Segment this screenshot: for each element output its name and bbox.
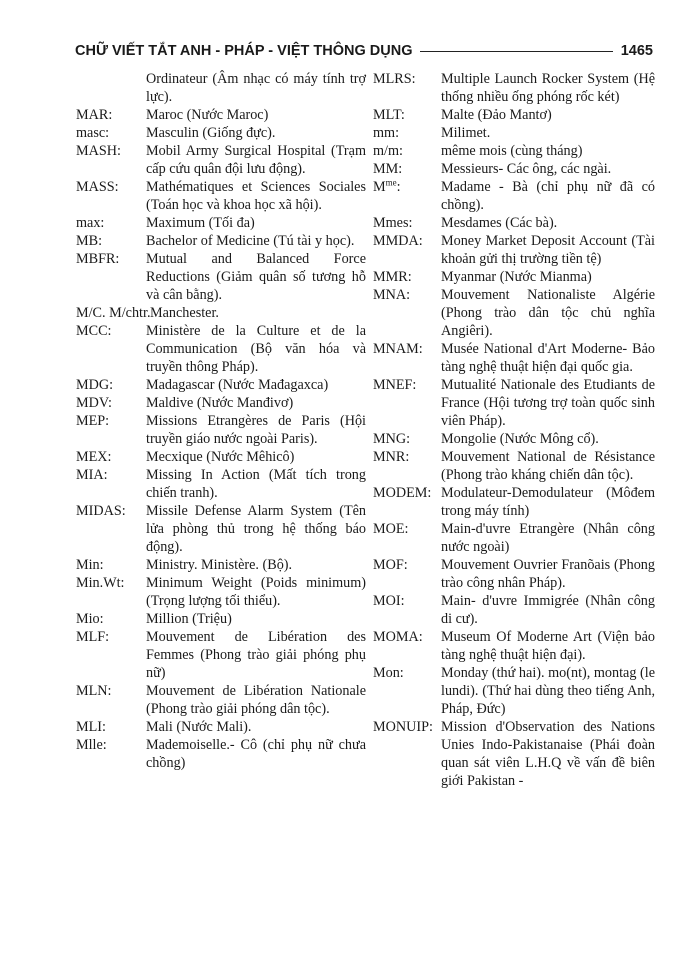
entry-abbreviation	[373, 520, 441, 556]
entry-definition: Million (Triệu)	[146, 611, 232, 627]
entry-definition: Mathématiques et Sciences Sociales (Toán học và khoa học xã hội).	[146, 179, 366, 213]
abbreviation-text: MMR:	[373, 269, 412, 285]
entry-abbreviation	[373, 70, 441, 106]
entry-abbreviation	[373, 106, 441, 124]
abbreviation-text: MNR:	[373, 449, 410, 465]
entry-abbreviation	[373, 430, 441, 448]
dictionary-entry	[373, 214, 655, 232]
entry-abbreviation	[373, 664, 441, 718]
entry-abbreviation	[76, 124, 146, 142]
abbreviation-text: MBFR:	[76, 251, 120, 267]
entry-abbreviation	[373, 484, 441, 520]
entry-definition: Maldive (Nước Manđivơ)	[146, 395, 294, 411]
entry-definition: Madagascar (Nước Mađagaxca)	[146, 377, 329, 393]
dictionary-entry	[373, 268, 655, 286]
dictionary-entry	[373, 448, 655, 484]
entry-abbreviation	[76, 394, 146, 412]
dictionary-entry	[76, 214, 366, 232]
dictionary-entry	[373, 664, 655, 718]
entry-abbreviation	[373, 142, 441, 160]
entry-definition: Mobil Army Surgical Hospital (Trạm cấp cứu quân đội lưu động).	[146, 143, 366, 177]
entry-abbreviation	[76, 718, 146, 736]
dictionary-entry	[76, 556, 366, 574]
abbreviation-text: MEP:	[76, 413, 110, 429]
abbreviation-text: MNA:	[373, 287, 411, 303]
entry-definition: Mouvement Ouvrier Franõais (Phong trào công nhân Pháp).	[441, 557, 655, 591]
abbreviation-suffix: :	[396, 179, 401, 195]
entry-abbreviation	[373, 376, 441, 430]
dictionary-entry	[76, 106, 366, 124]
entry-abbreviation	[373, 448, 441, 484]
abbreviation-text: MAR:	[76, 107, 113, 123]
dictionary-entry	[76, 574, 366, 610]
entry-abbreviation	[373, 628, 441, 664]
entry-abbreviation	[76, 682, 146, 718]
dictionary-entry	[76, 610, 366, 628]
entry-abbreviation	[76, 106, 146, 124]
dictionary-entry	[373, 520, 655, 556]
abbreviation-text: Mlle:	[76, 737, 107, 753]
left-column	[76, 70, 366, 772]
entry-definition: Missions Etrangères de Paris (Hội truyền giáo nước ngoài Paris).	[146, 413, 366, 447]
abbreviation-text: MLN:	[76, 683, 112, 699]
abbreviation-text: Min:	[76, 557, 104, 573]
entry-abbreviation	[373, 232, 441, 268]
dictionary-entry	[373, 232, 655, 268]
abbreviation-text: MNAM:	[373, 341, 423, 357]
entry-definition: Mademoiselle.- Cô (chỉ phụ nữ chưa chồng)	[146, 737, 366, 771]
entry-definition: Messieurs- Các ông, các ngài.	[441, 161, 612, 177]
entry-definition: Missing In Action (Mất tích trong chiến tranh).	[146, 467, 366, 501]
dictionary-entry	[76, 466, 366, 502]
dictionary-entry	[76, 394, 366, 412]
entry-abbreviation	[76, 214, 146, 232]
entry-abbreviation	[76, 736, 146, 772]
entry-definition: Mission d'Observation des Nations Unies Indo-Pakistanaise (Phái đoàn quan sát viên L.H.Q về vấn đề biên giới Pakistan -	[441, 719, 655, 789]
dictionary-entry	[76, 250, 366, 304]
dictionary-entry	[373, 160, 655, 178]
dictionary-entry	[373, 106, 655, 124]
dictionary-entry	[373, 556, 655, 592]
running-header	[75, 40, 653, 62]
abbreviation-text: MDV:	[76, 395, 112, 411]
abbreviation-text: M	[373, 179, 386, 195]
entry-definition: Masculin (Giống đực).	[146, 125, 276, 141]
entry-abbreviation	[76, 70, 146, 106]
entry-abbreviation	[76, 556, 146, 574]
entry-definition: Ministry. Ministère. (Bộ).	[146, 557, 293, 573]
entry-definition: Mouvement de Libération Nationale (Phong trào giải phóng dân tộc).	[146, 683, 366, 717]
dictionary-entry	[373, 484, 655, 520]
entry-definition: Manchester.	[150, 305, 219, 321]
dictionary-entry	[373, 718, 655, 790]
abbreviation-text: MCC:	[76, 323, 112, 339]
entry-abbreviation	[76, 250, 146, 304]
entry-definition: Mutual and Balanced Force Reductions (Giảm quân số tương hỗ và cân bằng).	[146, 251, 366, 303]
entry-definition: même mois (cùng tháng)	[441, 143, 583, 159]
abbreviation-text: mm:	[373, 125, 400, 141]
header-rule	[420, 51, 612, 52]
entry-abbreviation	[76, 322, 146, 376]
entry-definition: Mouvement Nationaliste Algérie (Phong trào dân tộc chủ nghĩa Angiêri).	[441, 287, 655, 339]
entry-definition: Bachelor of Medicine (Tú tài y học).	[146, 233, 355, 249]
entry-definition: Madame - Bà (chỉ phụ nữ đã có chồng).	[441, 179, 655, 213]
dictionary-entry	[76, 412, 366, 448]
dictionary-entry	[76, 70, 366, 106]
entry-abbreviation	[373, 286, 441, 340]
entry-definition: Mouvement National de Résistance (Phong trào kháng chiến dân tộc).	[441, 449, 655, 483]
abbreviation-text: MOI:	[373, 593, 405, 609]
entry-definition: Museum Of Moderne Art (Viện bảo tàng nghệ thuật hiện đại).	[441, 629, 655, 663]
page-number: 1465	[620, 43, 653, 59]
dictionary-entry	[76, 502, 366, 556]
entry-definition: Money Market Deposit Account (Tài khoản gửi thị trường tiền tệ)	[441, 233, 655, 267]
dictionary-entry	[373, 592, 655, 628]
entry-definition: Musée National d'Art Moderne- Bảo tàng nghệ thuật hiện đại quốc gia.	[441, 341, 655, 375]
abbreviation-text: MNG:	[373, 431, 411, 447]
entry-abbreviation	[76, 466, 146, 502]
entry-abbreviation	[373, 592, 441, 628]
entry-definition: Main- d'uvre Immigrée (Nhân công di cư).	[441, 593, 655, 627]
abbreviation-text: MASH:	[76, 143, 121, 159]
abbreviation-text: MOMA:	[373, 629, 423, 645]
entry-abbreviation	[76, 574, 146, 610]
dictionary-entry	[76, 628, 366, 682]
dictionary-entry	[373, 340, 655, 376]
dictionary-entry	[76, 682, 366, 718]
entry-abbreviation	[373, 556, 441, 592]
entry-abbreviation	[76, 412, 146, 448]
abbreviation-text: MODEM:	[373, 485, 432, 501]
entry-definition: Ordinateur (Âm nhạc có máy tính trợ lực).	[146, 71, 366, 105]
abbreviation-text: MOE:	[373, 521, 409, 537]
dictionary-entry	[373, 376, 655, 430]
entry-abbreviation	[373, 214, 441, 232]
abbreviation-text: max:	[76, 215, 105, 231]
header-title: CHỮ VIẾT TẮT ANH - PHÁP - VIỆT THÔNG DỤNG	[75, 43, 413, 59]
entry-abbreviation	[373, 718, 441, 790]
entry-definition: Missile Defense Alarm System (Tên lửa phòng thủ trong hệ thống báo động).	[146, 503, 366, 555]
entry-abbreviation	[76, 304, 150, 322]
abbreviation-text: MLT:	[373, 107, 405, 123]
entry-definition: Monday (thứ hai). mo(nt), montag (le lundi). (Thứ hai dùng theo tiếng Anh, Pháp, Đức)	[441, 665, 655, 717]
dictionary-entry	[76, 376, 366, 394]
abbreviation-text: Mon:	[373, 665, 404, 681]
dictionary-entry	[373, 142, 655, 160]
entry-abbreviation	[76, 178, 146, 214]
entry-abbreviation	[373, 178, 441, 214]
abbreviation-text: Min.Wt:	[76, 575, 125, 591]
abbreviation-text: MIDAS:	[76, 503, 126, 519]
entry-abbreviation	[76, 142, 146, 178]
entry-abbreviation	[76, 376, 146, 394]
entry-abbreviation	[76, 628, 146, 682]
abbreviation-text: MDG:	[76, 377, 114, 393]
entry-definition: Malte (Đảo Mantơ)	[441, 107, 552, 123]
dictionary-entry	[76, 178, 366, 214]
abbreviation-text: Mmes:	[373, 215, 413, 231]
entry-abbreviation	[373, 268, 441, 286]
entry-definition: Mongolie (Nước Mông cổ).	[441, 431, 599, 447]
abbreviation-text: MLRS:	[373, 71, 416, 87]
abbreviation-text: MIA:	[76, 467, 108, 483]
abbreviation-text: MLI:	[76, 719, 106, 735]
entry-definition: Ministère de la Culture et de la Communication (Bộ văn hóa và truyền thông Pháp).	[146, 323, 366, 375]
entry-definition: Multiple Launch Rocker System (Hệ thống nhiều ống phóng rốc két)	[441, 71, 655, 105]
entry-definition: Maroc (Nước Maroc)	[146, 107, 269, 123]
right-column	[373, 70, 655, 790]
entry-abbreviation	[373, 160, 441, 178]
entry-definition: Milimet.	[441, 125, 491, 141]
abbreviation-text: Mio:	[76, 611, 104, 627]
dictionary-entry	[373, 70, 655, 106]
dictionary-entry	[76, 304, 366, 322]
abbreviation-text: MEX:	[76, 449, 112, 465]
entry-definition: Modulateur-Demodulateur (Môđem trong máy tính)	[441, 485, 655, 519]
entry-abbreviation	[76, 448, 146, 466]
dictionary-entry	[76, 322, 366, 376]
dictionary-entry	[76, 124, 366, 142]
entry-definition: Maximum (Tối đa)	[146, 215, 255, 231]
entry-abbreviation	[373, 340, 441, 376]
entry-definition: Myanmar (Nước Mianma)	[441, 269, 592, 285]
abbreviation-text: MNEF:	[373, 377, 417, 393]
abbreviation-text: masc:	[76, 125, 110, 141]
abbreviation-text: MLF:	[76, 629, 110, 645]
abbreviation-text: m/m:	[373, 143, 403, 159]
entry-abbreviation	[76, 232, 146, 250]
entry-definition: Mutualité Nationale des Etudiants de France (Hội tương trợ toàn quốc sinh viên Pháp).	[441, 377, 655, 429]
dictionary-entry	[373, 628, 655, 664]
dictionary-entry	[76, 736, 366, 772]
dictionary-entry	[76, 718, 366, 736]
abbreviation-text: MASS:	[76, 179, 119, 195]
dictionary-entry	[76, 142, 366, 178]
dictionary-entry	[373, 286, 655, 340]
dictionary-entry	[373, 430, 655, 448]
entry-definition: Mali (Nước Mali).	[146, 719, 252, 735]
dictionary-entry	[373, 178, 655, 214]
entry-definition: Main-d'uvre Etrangère (Nhân công nước ngoài)	[441, 521, 655, 555]
entry-definition: Mesdames (Các bà).	[441, 215, 558, 231]
entry-definition: Minimum Weight (Poids minimum) (Trọng lượng tối thiểu).	[146, 575, 366, 609]
entry-definition: Mecxique (Nước Mêhicô)	[146, 449, 295, 465]
entry-abbreviation	[373, 124, 441, 142]
dictionary-entry	[76, 448, 366, 466]
abbreviation-superscript: me	[385, 177, 397, 188]
abbreviation-text: MOF:	[373, 557, 408, 573]
abbreviation-text: MB:	[76, 233, 103, 249]
abbreviation-text: MONUIP:	[373, 719, 433, 735]
dictionary-entry	[76, 232, 366, 250]
entry-abbreviation	[76, 610, 146, 628]
entry-abbreviation	[76, 502, 146, 556]
abbreviation-text: M/C. M/chtr.	[76, 305, 151, 321]
entry-definition: Mouvement de Libération des Femmes (Phong trào giải phóng phụ nữ)	[146, 629, 366, 681]
abbreviation-text: MMDA:	[373, 233, 423, 249]
dictionary-entry	[373, 124, 655, 142]
abbreviation-text: MM:	[373, 161, 403, 177]
